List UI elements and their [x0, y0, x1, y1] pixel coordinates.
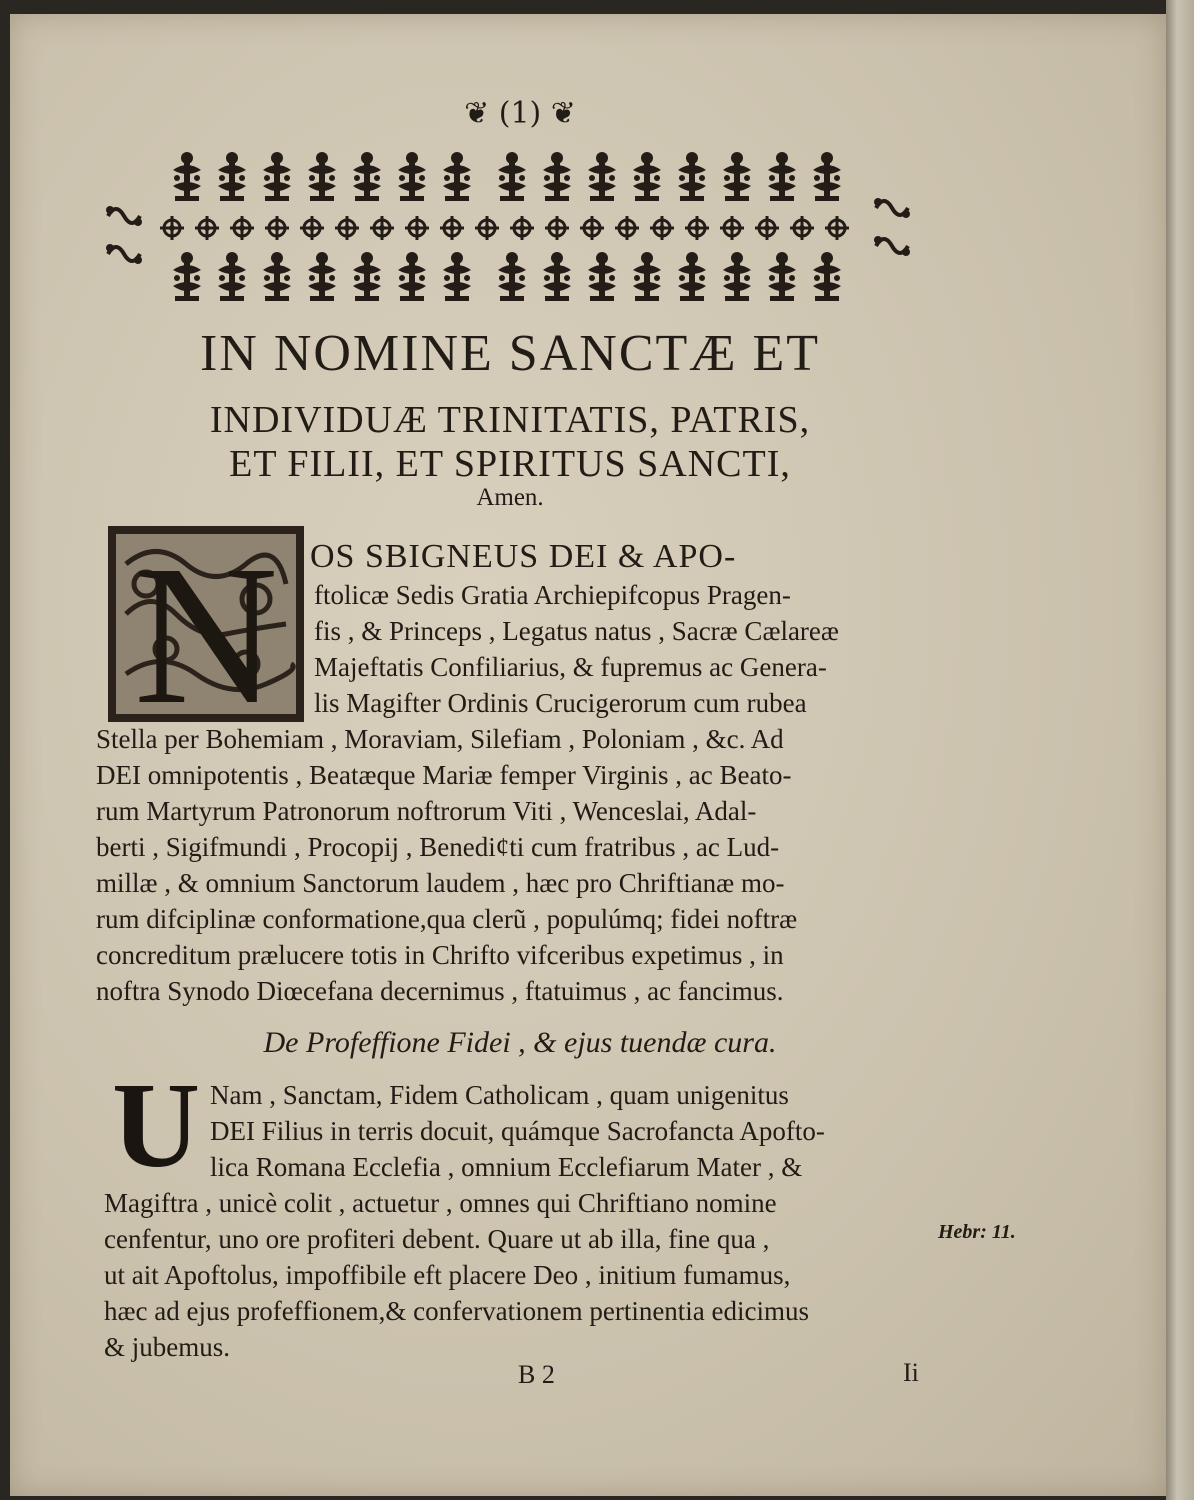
- decorated-initial-n: [106, 524, 306, 724]
- text-line: Majeftatis Confiliarius, & fupremus ac Genera-: [314, 652, 827, 682]
- signature-mark: B 2: [518, 1360, 555, 1389]
- text-line: lis Magifter Ordinis Crucigerorum cum rubea: [314, 688, 807, 718]
- title-line-2: INDIVIDUÆ TRINITATIS, PATRIS,: [209, 399, 811, 441]
- page-number: ❦ (1) ❦: [464, 96, 576, 131]
- text-line: ftolicæ Sedis Gratia Archiepifcopus Pragen-: [314, 580, 791, 610]
- section-heading: De Profeffione Fidei , & ejus tuendæ cura.: [263, 1026, 777, 1059]
- text-line: & jubemus.: [104, 1332, 230, 1362]
- ornamental-headpiece: [102, 146, 917, 312]
- text-line: millæ , & omnium Sanctorum laudem , hæc pro Chriftianæ mo-: [96, 868, 785, 898]
- text-line: hæc ad ejus profeffionem,& confervationem pertinentia edicimus: [104, 1296, 810, 1326]
- book-page: [10, 14, 1166, 1496]
- text-line: concreditum prælucere totis in Chrifto vifceribus expetimus , in: [96, 940, 784, 970]
- text-line: ut ait Apoftolus, impoffibile eft placere Deo , initium fumamus,: [104, 1260, 791, 1290]
- text-line: rum difciplinæ conformatione,qua clerũ , populúmq; fidei noftræ: [96, 904, 798, 934]
- svg-text:N: N: [133, 525, 279, 724]
- text-line: DEI Filius in terris docuit, quámque Sacrofancta Apofto-: [210, 1116, 825, 1146]
- initial-u: U: [112, 1058, 201, 1193]
- title-line-1: IN NOMINE SANCTÆ ET: [199, 325, 821, 382]
- margin-note: Hebr: 11.: [938, 1221, 1016, 1243]
- text-line: cenfentur, uno ore profiteri debent. Quare ut ab illa, fine qua ,: [104, 1224, 770, 1254]
- text-line: lica Romana Ecclefia , omnium Ecclefiarum Mater , &: [210, 1152, 803, 1182]
- catchword: Ii: [903, 1358, 919, 1387]
- title-line-4: Amen.: [476, 484, 544, 511]
- text-line: Magiftra , unicè colit , actuetur , omnes qui Chriftiano nomine: [104, 1188, 777, 1218]
- text-line: Nam , Sanctam, Fidem Catholicam , quam unigenitus: [210, 1080, 789, 1110]
- text-line: OS SBIGNEUS DEI & APO-: [310, 538, 737, 575]
- text-line: noftra Synodo Diœcefana decernimus , ftatuimus , ac fancimus.: [96, 976, 784, 1006]
- text-line: Stella per Bohemiam , Moraviam, Silefiam , Poloniam , &c. Ad: [96, 724, 784, 754]
- text-line: rum Martyrum Patronorum noftrorum Viti , Wenceslai, Adal-: [96, 796, 757, 826]
- text-line: berti , Sigifmundi , Procopij , Benedi¢ti cum fratribus , ac Lud-: [96, 832, 780, 862]
- text-line: DEI omnipotentis , Beatæque Mariæ femper Virginis , ac Beato-: [96, 760, 792, 790]
- title-line-3: ET FILII, ET SPIRITUS SANCTI,: [229, 443, 791, 485]
- text-line: fis , & Princeps , Legatus natus , Sacræ Cælareæ: [314, 616, 839, 646]
- page-edge: [1166, 0, 1194, 1500]
